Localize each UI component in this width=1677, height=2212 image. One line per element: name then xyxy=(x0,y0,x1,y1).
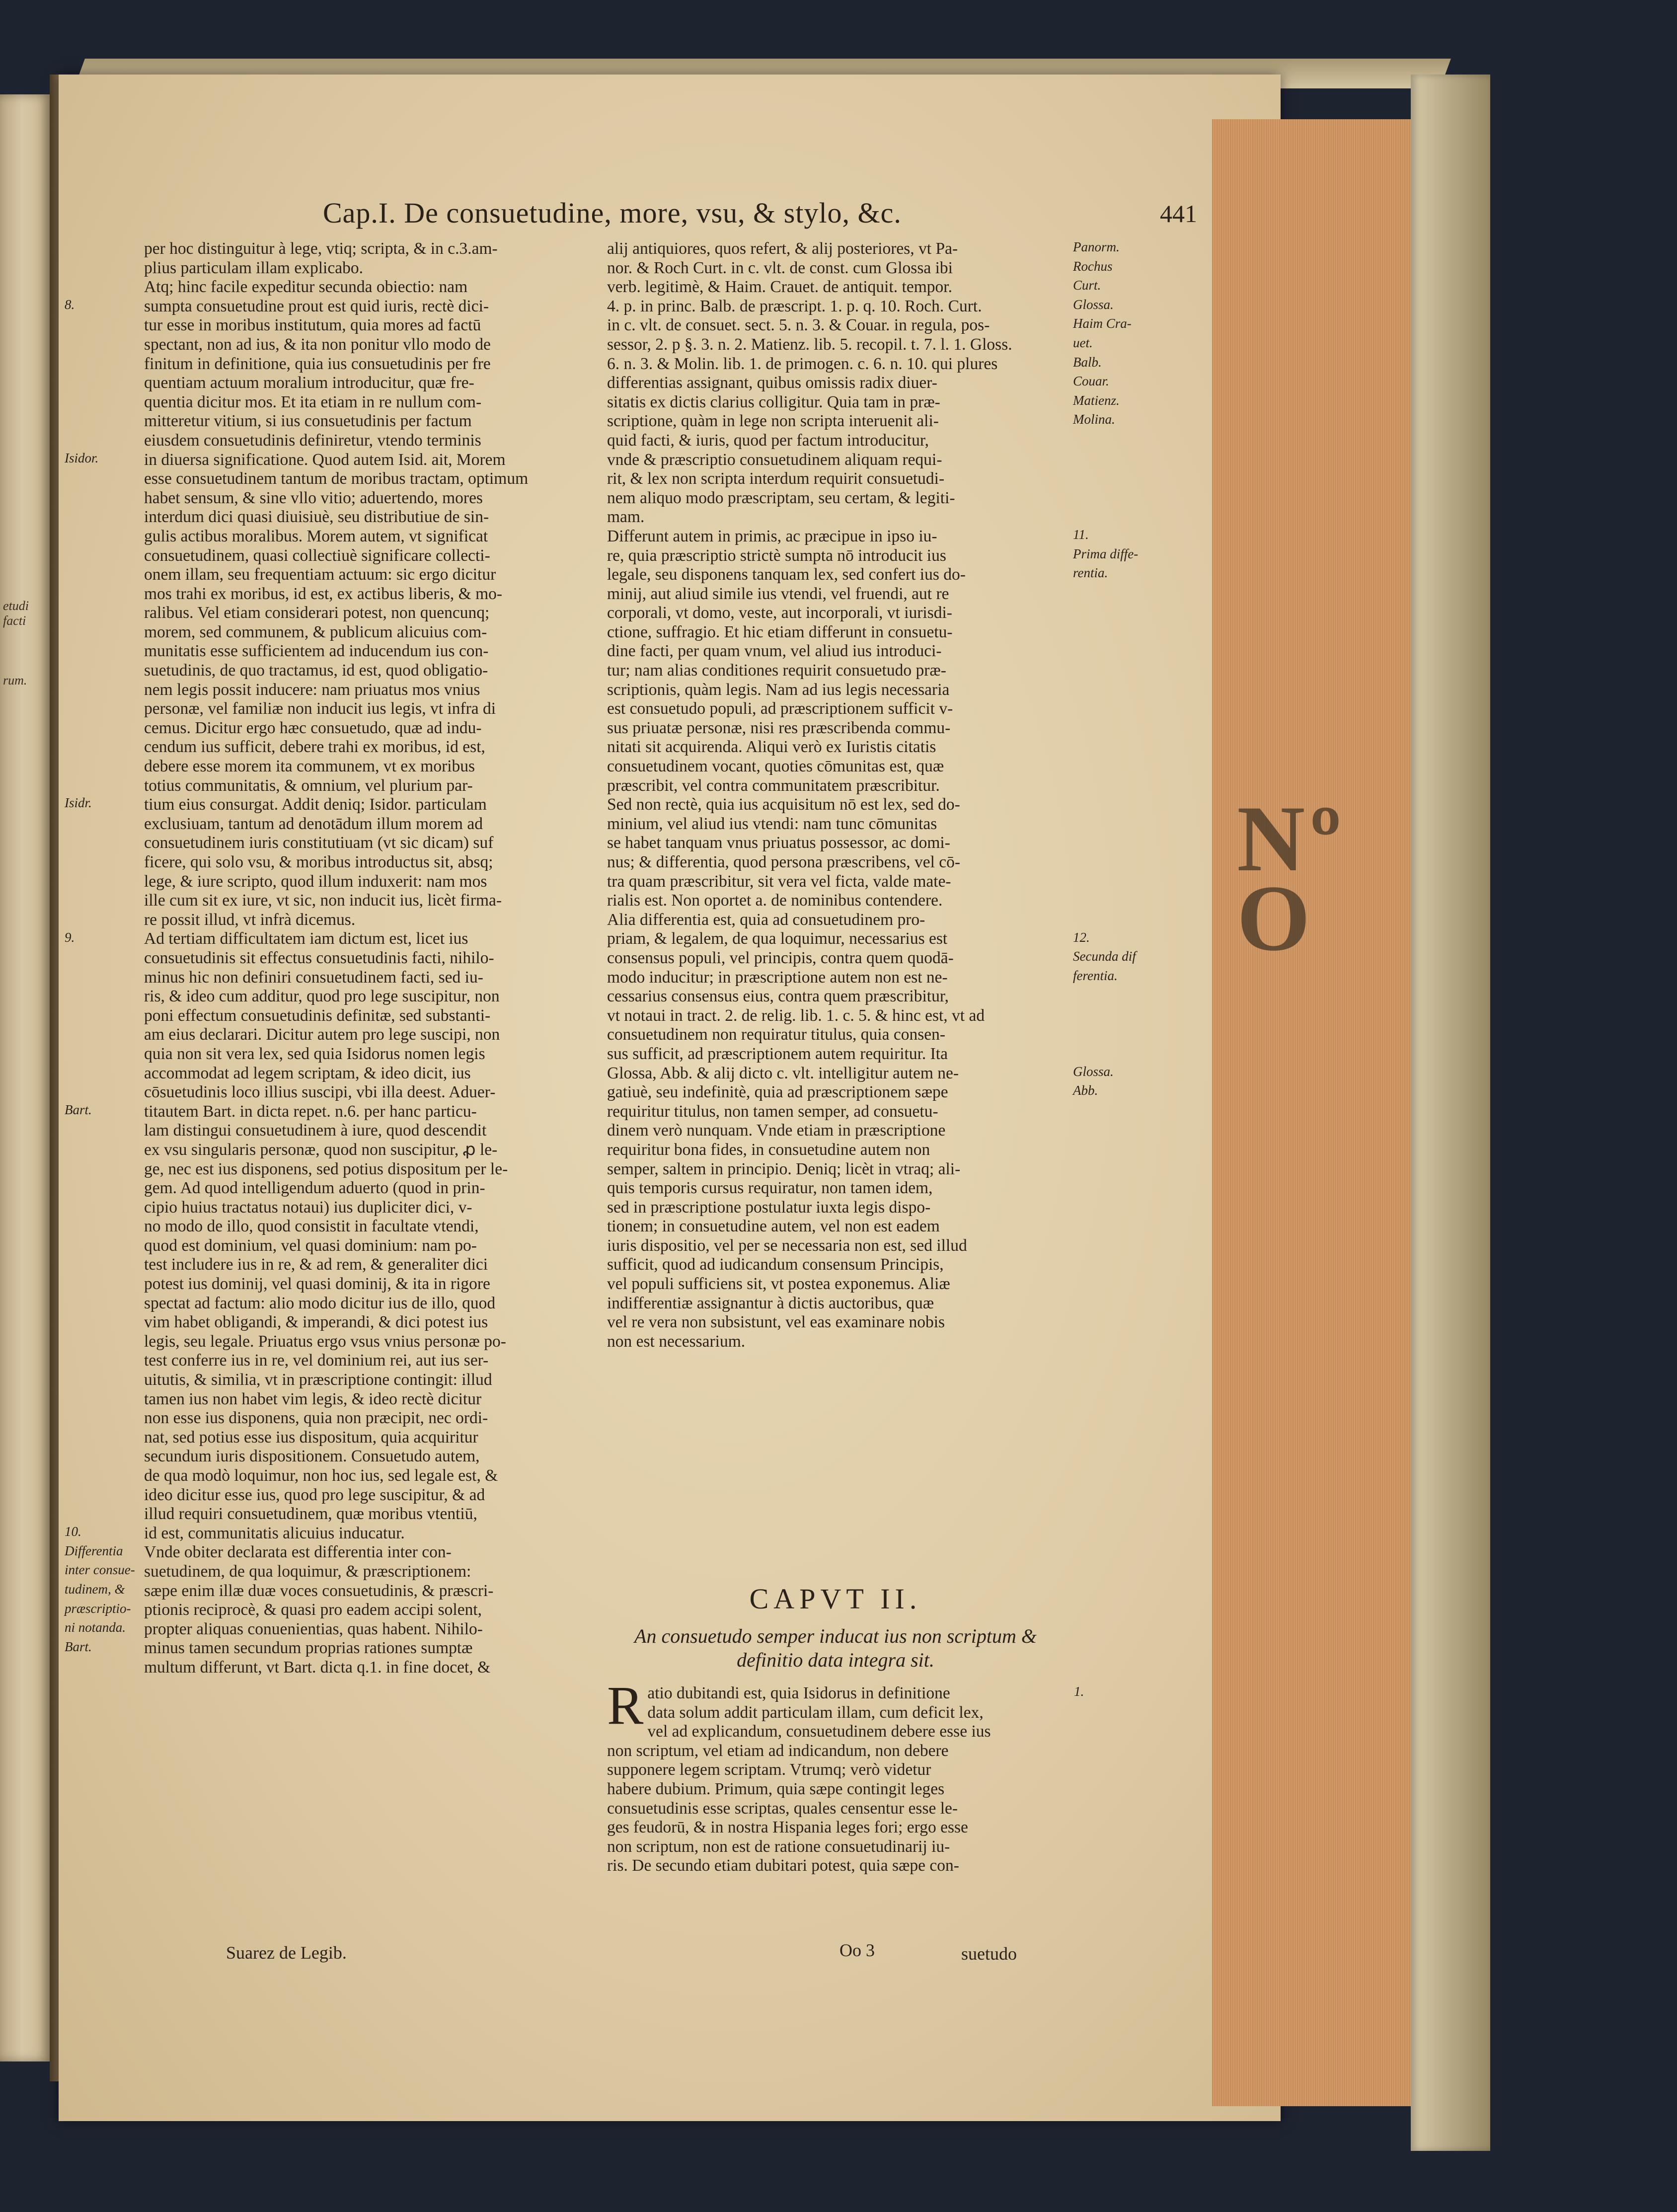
text-line: alij antiquiores, quos refert, & alij posteriores, vt Pa- xyxy=(607,239,958,258)
marginal-note: Bart. xyxy=(65,1102,92,1117)
text-line: minus hic non definiri consuetudinem facti, sed iu- xyxy=(144,968,483,987)
chapter-subtitle-line: An consuetudo semper inducat ius non scriptum & xyxy=(634,1625,1037,1647)
text-line: quid facti, & iuris, quod per factum introducitur, xyxy=(607,431,929,450)
text-line: Glossa, Abb. & alij dicto c. vlt. intelligitur autem ne- xyxy=(607,1064,959,1082)
text-line: gem. Ad quod intelligendum aduerto (quod in prin- xyxy=(144,1179,485,1198)
text-line: priam, & legalem, de qua loquimur, necessarius est xyxy=(607,929,948,948)
text-line: nitati sit acquirenda. Aliqui verò ex Iuristis citatis xyxy=(607,738,936,757)
marginal-note: 8. xyxy=(65,297,75,312)
text-line: tamen ius non habet vim legis, & ideo rectè dicitur xyxy=(144,1389,482,1408)
text-line: modo inducitur; in præscriptione autem non est ne- xyxy=(607,968,948,987)
text-line: scriptione, quàm in lege non scripta interuenit ali- xyxy=(607,412,939,431)
text-line: test conferre ius in re, vel dominium rei, aut ius ser- xyxy=(144,1351,489,1370)
text-line: nem aliquo modo præscriptam, seu certam, & legiti- xyxy=(607,488,955,507)
text-line: ptionis reciprocè, & quasi pro eadem accipi solent, xyxy=(144,1601,482,1619)
text-line: am eius declarari. Dicitur autem pro lege suscipi, non xyxy=(144,1025,500,1044)
text-line: cendum ius sufficit, debere trahi ex moribus, id est, xyxy=(144,738,485,757)
marginal-note: 11. xyxy=(1073,527,1089,542)
text-line: lam distingui consuetudinem à iure, quod descendit xyxy=(144,1121,487,1140)
text-line: sus priuatæ personæ, nisi res præscribenda commu- xyxy=(607,718,951,737)
text-line: consensus populi, vel principis, contra quem quodā- xyxy=(607,948,954,967)
marginal-note: Curt. xyxy=(1073,278,1101,293)
marginal-note: Rochus xyxy=(1073,258,1113,274)
text-line: corporali, vt domo, veste, aut incorporali, vt iurisdi- xyxy=(607,604,952,622)
text-line: nat, sed potius esse ius dispositum, quia acquiritur xyxy=(144,1428,478,1447)
text-line: poni effectum consuetudinis definitæ, sed substanti- xyxy=(144,1006,491,1025)
text-line: quentiam actuum moralium introducitur, quæ fre- xyxy=(144,374,474,392)
text-line: vel populi sufficiens sit, vt postea exponemus. Aliæ xyxy=(607,1275,950,1294)
text-line: ctione, suffragio. Et hic etiam differunt in consuetu- xyxy=(607,622,953,641)
marginal-note: Glossa. xyxy=(1073,1064,1114,1079)
text-line: sitatis ex dictis clarius colligitur. Quia tam in præ- xyxy=(607,392,940,411)
text-line: consuetudinis esse scriptas, quales censentur esse le- xyxy=(607,1799,958,1818)
left-page-fragment: etudi xyxy=(3,599,29,613)
marginal-note: Matienz. xyxy=(1073,392,1120,408)
text-line: esse consuetudinem tantum de moribus tractam, optimum xyxy=(144,469,529,488)
marginal-note: 1. xyxy=(1074,1684,1084,1699)
left-page-fragment: facti xyxy=(3,613,26,628)
text-line: potest ius dominij, vel quasi dominij, & ita in rigore xyxy=(144,1275,490,1294)
text-line: secundum iuris dispositionem. Consuetudo autem, xyxy=(144,1447,480,1466)
text-line: non esse ius disponens, quia non præcipit, nec ordi- xyxy=(144,1409,488,1428)
marginal-note: inter consue- xyxy=(65,1562,135,1578)
marginal-note: Prima diffe- xyxy=(1073,546,1139,561)
text-line: ris. De secundo etiam dubitari potest, quia sæpe con- xyxy=(607,1856,959,1875)
catchword: suetudo xyxy=(961,1944,1017,1964)
text-line: ex vsu singularis personæ, quod non suscipitur, ꝓ le- xyxy=(144,1140,498,1159)
text-line: Vnde obiter declarata est differentia inter con- xyxy=(144,1543,452,1562)
text-line: requiritur bona fides, in consuetudine autem non xyxy=(607,1140,930,1159)
chapter-heading: CAPVT II. xyxy=(749,1583,922,1615)
text-line: consuetudinis sit effectus consuetudinis facti, nihilo- xyxy=(144,948,494,967)
marginal-note: Haim Cra- xyxy=(1073,316,1132,331)
marginal-note: 10. xyxy=(65,1524,81,1539)
text-line: iuris dispositio, vel per se necessaria non est, sed illud xyxy=(607,1236,967,1255)
text-line: semper, saltem in principio. Deniq; licèt in vtraq; ali- xyxy=(607,1159,961,1178)
text-line: cemus. Dicitur ergo hæc consuetudo, quæ ad indu- xyxy=(144,718,482,737)
drop-capital: R xyxy=(607,1684,644,1736)
text-line: vnde & præscriptio consuetudinem aliquam requi- xyxy=(607,450,942,469)
text-line: quia non sit vera lex, sed quia Isidorus nomen legis xyxy=(144,1044,485,1063)
text-line: ficere, qui solo vsu, & moribus introductus sit, absq; xyxy=(144,853,493,871)
text-line: sumpta consuetudine prout est quid iuris, rectè dici- xyxy=(144,297,489,315)
text-line: habere dubium. Primum, quia sæpe contingit leges xyxy=(607,1779,945,1798)
text-line: nor. & Roch Curt. in c. vlt. de const. cum Glossa ibi xyxy=(607,258,953,277)
page-number: 441 xyxy=(1160,200,1197,228)
text-line: legale, seu disponens tanquam lex, sed confert ius do- xyxy=(607,565,966,584)
text-line: consuetudinem iuris constitutiuam (vt sic dicam) suf xyxy=(144,834,494,852)
text-line: dine facti, per quam vnum, vel aliud ius introduci- xyxy=(607,642,942,661)
text-line: verb. legitimè, & Haim. Crauet. de antiquit. tempor. xyxy=(607,278,952,297)
text-line: test includere ius in re, & ad rem, & generaliter dici xyxy=(144,1255,488,1274)
text-line: cessarius consensus eius, contra quem præscribitur, xyxy=(607,987,949,1006)
text-line: quentia dicitur mos. Et ita etiam in re nullum com- xyxy=(144,392,482,411)
text-line: legis, seu legale. Priuatus ergo vsus vnius personæ po- xyxy=(144,1332,506,1351)
marginal-note: 9. xyxy=(65,929,75,945)
text-line: tur; nam alias conditiones requirit consuetudo præ- xyxy=(607,661,946,680)
text-line: rialis est. Non oportet a. de nominibus contendere. xyxy=(607,891,943,910)
text-line: re possit illud, vt infrà dicemus. xyxy=(144,910,356,929)
left-page-fragment: rum. xyxy=(3,673,27,687)
text-line: data solum addit particulam illam, cum deficit lex, xyxy=(647,1703,984,1722)
text-line: ralibus. Vel etiam considerari potest, non quencunq; xyxy=(144,604,490,622)
marginal-note: Panorm. xyxy=(1073,239,1120,254)
text-line: supponere legem scriptam. Vtrumq; verò videtur xyxy=(607,1760,931,1779)
text-line: ris, & ideo cum additur, quod pro lege suscipitur, non xyxy=(144,987,500,1006)
marginal-note: Glossa. xyxy=(1073,297,1114,312)
text-line: Differunt autem in primis, ac præcipue in ipso iu- xyxy=(607,527,937,545)
shelf-mark: Nº xyxy=(1237,787,1346,891)
text-line: dinem verò nunquam. Vnde etiam in præscriptione xyxy=(607,1121,946,1140)
text-line: finitum in definitione, quia ius consuetudinis per fre xyxy=(144,354,491,373)
text-line: sufficit, quod ad iudicandum consensum Principis, xyxy=(607,1255,944,1274)
text-line: suetudinis, de quo tractamus, id est, quod obligatio- xyxy=(144,661,488,680)
text-line: in c. vlt. de consuet. sect. 5. n. 3. & Couar. in regula, pos- xyxy=(607,316,990,335)
text-line: minij, aut aliud simile ius vtendi, vel fruendi, aut re xyxy=(607,584,949,603)
text-line: uitutis, & similia, vt in præscriptione contingit: illud xyxy=(144,1371,492,1389)
marginal-note: Isidr. xyxy=(65,795,92,811)
text-line: personæ, vel familiæ non inducit ius legis, vt infra di xyxy=(144,699,496,718)
text-line: quod est dominium, vel quasi dominium: nam po- xyxy=(144,1236,477,1255)
text-line: nus; & differentia, quod persona præscribens, vel cō- xyxy=(607,853,961,871)
chapter-subtitle xyxy=(607,1624,1064,1672)
running-title: Cap.I. De consuetudine, more, vsu, & stylo, &c. xyxy=(323,197,902,229)
book-cover-board xyxy=(1411,75,1490,2151)
text-line: consuetudinem vocant, quoties cōmunitas est, quæ xyxy=(607,757,944,776)
marginal-note: tudinem, & xyxy=(65,1582,125,1597)
text-line: 4. p. in princ. Balb. de præscript. 1. p. q. 10. Roch. Curt. xyxy=(607,297,982,315)
text-line: Ad tertiam difficultatem iam dictum est, licet ius xyxy=(144,929,468,948)
text-line: mitteretur vitium, si ius consuetudinis per factum xyxy=(144,412,472,431)
text-line: spectat ad factum: alio modo dicitur ius de illo, quod xyxy=(144,1294,496,1312)
text-line: requiritur titulus, non tamen semper, ad consuetu- xyxy=(607,1102,938,1121)
text-line: Atq; hinc facile expeditur secunda obiectio: nam xyxy=(144,278,468,297)
marginal-note: Differentia xyxy=(65,1543,123,1558)
text-line: cōsuetudinis loco illius suscipi, vbi illa deest. Aduer- xyxy=(144,1083,496,1102)
marginal-note: Bart. xyxy=(65,1639,92,1654)
text-line: minus tamen secundum proprias rationes sumptæ xyxy=(144,1639,473,1658)
text-line: sed in præscriptione postulatur iuxta legis dispo- xyxy=(607,1198,931,1217)
text-line: cipio huius tractatus notaui) ius dupliciter dici, v- xyxy=(144,1198,472,1217)
text-line: spectant, non ad ius, & ita non ponitur vllo modo de xyxy=(144,335,491,354)
text-line: se habet tanquam vnus priuatus possessor, ac domi- xyxy=(607,834,950,852)
text-line: quis temporis cursus requiratur, non tamen idem, xyxy=(607,1179,933,1198)
text-line: habet sensum, & sine vllo vitio; aduertendo, mores xyxy=(144,488,483,507)
text-line: non est necessarium. xyxy=(607,1332,746,1351)
text-line: vel ad explicandum, consuetudinem debere esse ius xyxy=(647,1722,991,1741)
text-line: exclusiuam, tantum ad denotādum illum morem ad xyxy=(144,814,483,833)
previous-page-edge xyxy=(0,94,50,2061)
text-line: ges feudorū, & in nostra Hispania leges fori; ergo esse xyxy=(607,1818,968,1837)
text-line: propter aliquas conuenientias, quas habent. Nihilo- xyxy=(144,1619,483,1638)
text-line: non scriptum, vel etiam ad indicandum, non debere xyxy=(607,1741,949,1760)
text-line: 6. n. 3. & Molin. lib. 1. de primogen. c. 6. n. 10. qui plures xyxy=(607,354,998,373)
text-line: atio dubitandi est, quia Isidorus in definitione xyxy=(647,1684,950,1702)
text-line: vim habet obligandi, & imperandi, & dici potest ius xyxy=(144,1313,488,1332)
running-head xyxy=(323,196,1197,236)
text-line: præscribit, vel contra communitatem præscribitur. xyxy=(607,776,940,795)
footer-author: Suarez de Legib. xyxy=(226,1943,347,1963)
text-line: scriptionis, quàm legis. Nam ad ius legis necessaria xyxy=(607,680,950,699)
text-line: sæpe enim illæ duæ voces consuetudinis, & præscri- xyxy=(144,1581,494,1600)
text-line: gatiuè, seu indefinitè, quia ad præscriptionem sæpe xyxy=(607,1083,948,1102)
text-line: multum differunt, vt Bart. dicta q.1. in fine docet, & xyxy=(144,1658,491,1677)
text-line: consuetudinem, quasi collectiuè significare collecti- xyxy=(144,546,490,565)
signature-mark: Oo 3 xyxy=(839,1940,875,1960)
text-line: Alia differentia est, quia ad consuetudinem pro- xyxy=(607,910,925,929)
text-line: non scriptum, non est de ratione consuetudinarij iu- xyxy=(607,1837,950,1856)
text-line: rit, & lex non scripta interdum requirit consuetudi- xyxy=(607,469,945,488)
text-line: mam. xyxy=(607,508,645,527)
text-line: tur esse in moribus institutum, quia mores ad factū xyxy=(144,316,481,335)
marginal-note: præscriptio- xyxy=(65,1601,131,1616)
marginal-note: ni notanda. xyxy=(65,1620,126,1635)
text-line: illud requiri consuetudinem, quæ moribus vtentiū, xyxy=(144,1505,477,1524)
marginal-note: ferentia. xyxy=(1073,968,1118,983)
text-line: ille cum sit ex iure, vt sic, non inducit ius, licèt firma- xyxy=(144,891,502,910)
text-line: Sed non rectè, quia ius acquisitum nō est lex, sed do- xyxy=(607,795,960,814)
text-line: munitatis esse sufficientem ad inducendum ius con- xyxy=(144,642,489,661)
text-line: differentias assignant, quibus omissis radix diuer- xyxy=(607,374,937,392)
text-line: tionem; in consuetudine autem, vel non est eadem xyxy=(607,1217,940,1236)
marginal-note: Secunda dif xyxy=(1073,949,1136,964)
chapter-body xyxy=(607,1684,1064,1982)
text-line: gulis actibus moralibus. Morem autem, vt significat xyxy=(144,527,488,545)
text-line: eiusdem consuetudinis definiretur, vtendo terminis xyxy=(144,431,481,450)
text-line: debere esse morem ita communem, vt ex moribus xyxy=(144,757,475,776)
text-line: vt notaui in tract. 2. de relig. lib. 1. c. 5. & hinc est, vt ad xyxy=(607,1006,985,1025)
text-line: tium eius consurgat. Addit deniq; Isidor. particulam xyxy=(144,795,487,814)
text-line: est consuetudo populi, ad præscriptionem sufficit v- xyxy=(607,699,953,718)
text-line: in diuersa significatione. Quod autem Isid. ait, Morem xyxy=(144,450,506,469)
text-column-left xyxy=(144,239,591,1978)
chapter-subtitle-line: definitio data integra sit. xyxy=(737,1649,934,1671)
text-line: ge, nec est ius disponens, sed potius dispositum per le- xyxy=(144,1159,508,1178)
text-line: interdum dici quasi diuisiuè, seu distributiue de sin- xyxy=(144,508,489,527)
text-line: totius communitatis, & omnium, vel plurium par- xyxy=(144,776,473,795)
text-line: re, quia præscriptio strictè sumpta nō introducit ius xyxy=(607,546,946,565)
text-line: sus sufficit, ad præscriptionem autem requiritur. Ita xyxy=(607,1044,948,1063)
marginal-note: Couar. xyxy=(1073,374,1109,389)
text-line: vel re vera non subsistunt, vel eas examinare nobis xyxy=(607,1313,945,1332)
text-line: id est, communitatis alicuius inducatur. xyxy=(144,1524,405,1542)
marginal-note: Balb. xyxy=(1073,354,1102,370)
text-line: onem illam, seu frequentiam actuum: sic ergo dicitur xyxy=(144,565,496,584)
text-line: suetudinem, de qua loquimur, & præscriptionem: xyxy=(144,1562,471,1581)
shelf-mark: O xyxy=(1237,866,1315,971)
text-line: de qua modò loquimur, non hoc ius, sed legale est, & xyxy=(144,1466,498,1485)
marginal-note: Molina. xyxy=(1073,412,1115,427)
text-line: indifferentiæ assignantur à dictis auctoribus, quæ xyxy=(607,1294,934,1312)
marginal-note: Isidor. xyxy=(65,450,99,465)
text-line: consuetudinem non requiratur titulus, quia consen- xyxy=(607,1025,946,1044)
text-line: morem, sed communem, & publicum alicuius com- xyxy=(144,622,487,641)
text-line: minium, vel aliud ius vtendi: nam tunc cōmunitas xyxy=(607,814,937,833)
text-line: plius particulam illam explicabo. xyxy=(144,258,363,277)
text-line: accommodat ad legem scriptam, & ideo dicit, ius xyxy=(144,1064,471,1082)
text-line: per hoc distinguitur à lege, vtiq; scripta, & in c.3.am- xyxy=(144,239,498,258)
text-line: sessor, 2. p §. 3. n. 2. Matienz. lib. 5. recopil. t. 7. l. 1. Gloss. xyxy=(607,335,1012,354)
page-fore-edge xyxy=(1212,119,1421,2106)
text-line: nem legis possit inducere: nam priuatus mos vnius xyxy=(144,680,480,699)
text-line: lege, & iure scripto, quod illum induxerit: nam mos xyxy=(144,872,487,891)
text-line: mos trahi ex moribus, id est, ex actibus liberis, & mo- xyxy=(144,584,503,603)
text-line: no modo de illo, quod consistit in facultate vtendi, xyxy=(144,1217,479,1236)
marginal-note: uet. xyxy=(1073,335,1093,350)
marginal-note: rentia. xyxy=(1073,565,1108,581)
marginal-note: Abb. xyxy=(1073,1083,1098,1098)
text-line: tra quam præscribitur, sit vera vel ficta, valde mate- xyxy=(607,872,951,891)
marginal-note: 12. xyxy=(1073,929,1090,945)
text-line: ideo dicitur esse ius, quod pro lege suscipitur, & ad xyxy=(144,1485,485,1504)
text-line: titautem Bart. in dicta repet. n.6. per hanc particu- xyxy=(144,1102,477,1121)
